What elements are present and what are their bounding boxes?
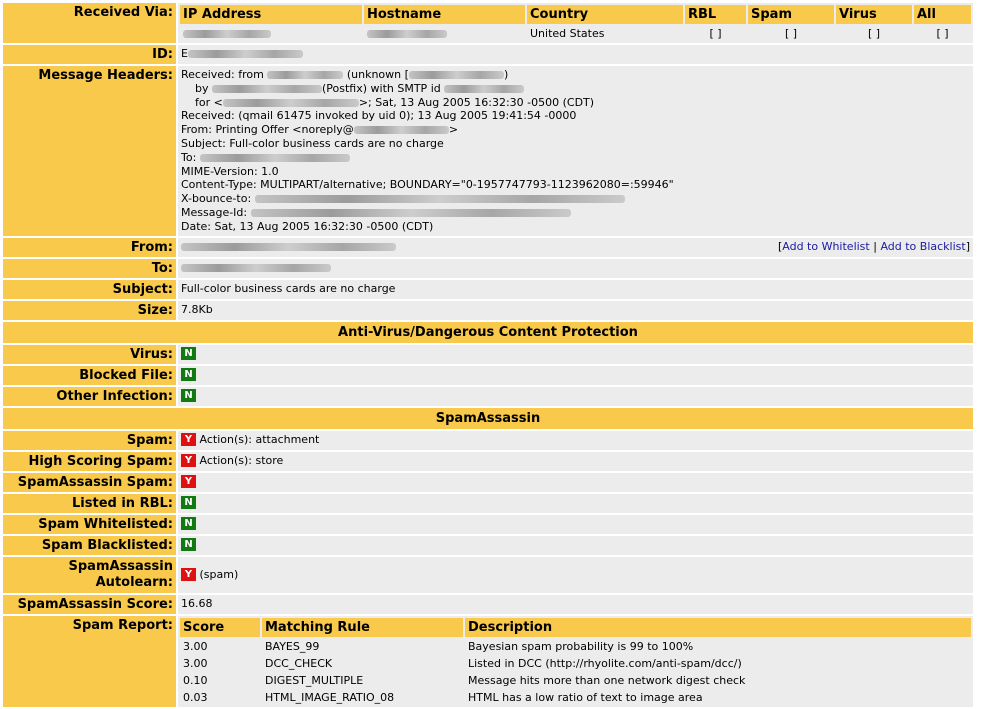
col-hostname: Hostname xyxy=(364,5,525,24)
col-score: Score xyxy=(180,618,260,637)
redacted-from xyxy=(181,243,396,251)
col-all: All xyxy=(914,5,971,24)
antivirus-section-title: Anti-Virus/Dangerous Content Protection xyxy=(3,322,973,343)
redacted-to xyxy=(181,264,331,272)
size-label: Size: xyxy=(3,301,176,320)
spam-report-row xyxy=(3,616,973,707)
sa-spam-row: SpamAssassin Spam: Y xyxy=(3,473,973,492)
id-label: ID: xyxy=(3,45,176,64)
col-ip: IP Address xyxy=(180,5,362,24)
add-to-whitelist-link[interactable]: Add to Whitelist xyxy=(782,239,870,253)
whitelisted-row: Spam Whitelisted: N xyxy=(3,515,973,534)
redacted-ip xyxy=(183,30,271,38)
headers-value: Received: from (unknown [ ) by (Postfix) with SMTP id for < >; Sat, 13 Aug 2005 16:32:30 -0500 (CDT) Received: (qmail 61475 invoked by uid 0); 13 Aug 2005 19:41:54 -0000 From: Printing Offer <noreply@ > Subject: Full-color business cards are no charge To: MIME-Version: 1.0 Content-Type: MULTIPART/alternative; BOUNDARY="0-1957747793-1123962080=:59946" X-bounce-to: Message-Id: Date: Sat, 13 Aug 2005 16:32:30 -0500 (CDT) xyxy=(178,66,973,236)
id-row xyxy=(3,45,973,64)
received-via-row xyxy=(3,3,973,43)
virus-flag: N xyxy=(181,347,196,360)
spam-flag: Y xyxy=(181,433,196,446)
whitelisted-flag: N xyxy=(181,517,196,530)
high-scoring-spam-row: High Scoring Spam: Y Action(s): store xyxy=(3,452,973,471)
received-via-label: Received Via: xyxy=(3,3,176,43)
redacted-id xyxy=(188,50,303,58)
spam-row: Spam: Y Action(s): attachment xyxy=(3,431,973,450)
spamassassin-section-title: SpamAssassin xyxy=(3,408,973,429)
headers-row xyxy=(3,66,973,236)
subject-label: Subject: xyxy=(3,280,176,299)
col-rbl: RBL xyxy=(685,5,746,24)
autolearn-row: SpamAssassin Autolearn: Y (spam) xyxy=(3,557,973,593)
id-prefix: E xyxy=(181,47,188,60)
blacklisted-flag: N xyxy=(181,538,196,551)
blacklisted-row: Spam Blacklisted: N xyxy=(3,536,973,555)
sa-score-row: SpamAssassin Score: 16.68 xyxy=(3,595,973,614)
report-row: 3.00 DCC_CHECK Listed in DCC (http://rhyolite.com/anti-spam/dcc/) xyxy=(183,656,742,670)
blocked-file-row: Blocked File: N xyxy=(3,366,973,385)
to-row xyxy=(3,259,973,278)
report-row: 0.10 DIGEST_MULTIPLE Message hits more than one network digest check xyxy=(183,673,746,687)
high-scoring-action: Action(s): store xyxy=(199,453,284,467)
headers-label: Message Headers: xyxy=(3,66,176,236)
add-to-blacklist-link[interactable]: Add to Blacklist xyxy=(880,239,966,253)
blocked-file-flag: N xyxy=(181,368,196,381)
subject-row xyxy=(3,280,973,299)
autolearn-note: (spam) xyxy=(199,568,239,582)
from-label: From: xyxy=(3,238,176,257)
col-country: Country xyxy=(527,5,683,24)
sa-spam-flag: Y xyxy=(181,475,196,488)
rbl-check: [ ] xyxy=(709,27,722,40)
spam-action: Action(s): attachment xyxy=(199,432,320,446)
rbl-row: Listed in RBL: N xyxy=(3,494,973,513)
sa-score-value: 16.68 xyxy=(178,595,973,614)
size-value: 7.8Kb xyxy=(178,301,973,320)
spam-check: [ ] xyxy=(784,27,798,40)
virus-row: Virus: N xyxy=(3,345,973,364)
message-detail xyxy=(3,3,973,709)
report-row: 0.03 HTML_IMAGE_RATIO_08 HTML has a low ratio of text to image area xyxy=(183,690,703,704)
other-infection-row: Other Infection: N xyxy=(3,387,973,406)
list-actions: [Add to Whitelist | Add to Blacklist] xyxy=(777,239,970,253)
report-row: 3.00 BAYES_99 Bayesian spam probability is 99 to 100% xyxy=(183,639,694,653)
received-via-table xyxy=(178,3,973,43)
size-row xyxy=(3,301,973,320)
subject-value: Full-color business cards are no charge xyxy=(178,280,973,299)
high-scoring-flag: Y xyxy=(181,454,196,467)
other-infection-flag: N xyxy=(181,389,196,402)
country-value: United States xyxy=(530,27,605,40)
rbl-flag: N xyxy=(181,496,196,509)
from-row xyxy=(3,238,973,257)
col-description: Description xyxy=(465,618,971,637)
spam-report-table xyxy=(178,616,973,707)
autolearn-flag: Y xyxy=(181,568,196,581)
virus-check: [ ] xyxy=(867,27,881,40)
redacted-hostname xyxy=(367,30,447,38)
spam-report-label: Spam Report: xyxy=(3,616,176,707)
to-label: To: xyxy=(3,259,176,278)
col-spam: Spam xyxy=(748,5,834,24)
all-check: [ ] xyxy=(936,27,949,40)
col-virus: Virus xyxy=(836,5,912,24)
col-rule: Matching Rule xyxy=(262,618,463,637)
